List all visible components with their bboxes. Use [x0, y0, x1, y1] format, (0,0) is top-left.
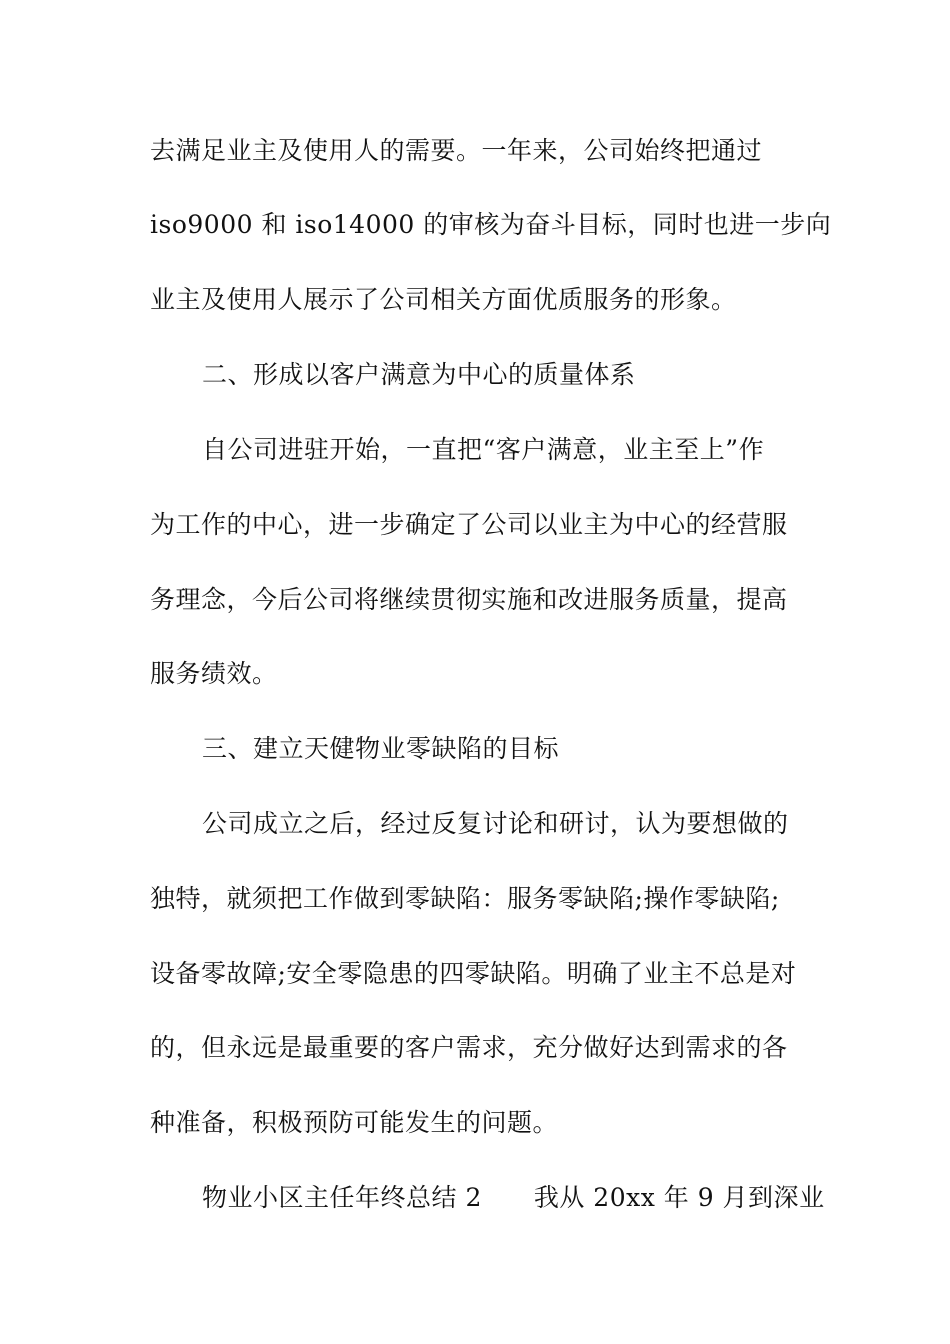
section-title: 物业小区主任年终总结 2	[202, 1183, 482, 1212]
text-line: 为工作的中心，进一步确定了公司以业主为中心的经营服	[150, 510, 788, 539]
section-heading: 三、建立天健物业零缺陷的目标	[202, 734, 560, 763]
text-line: 业主及使用人展示了公司相关方面优质服务的形象。	[150, 285, 737, 314]
text-line: 自公司进驻开始，一直把“客户满意，业主至上”作	[202, 435, 765, 464]
section-heading: 二、形成以客户满意为中心的质量体系	[202, 360, 636, 389]
text-line: 种准备，积极预防可能发生的问题。	[150, 1108, 559, 1137]
text-line: 服务绩效。	[150, 659, 278, 688]
text-line: 去满足业主及使用人的需要。一年来，公司始终把通过	[150, 136, 763, 165]
text-line: 设备零故障;安全零隐患的四零缺陷。明确了业主不总是对	[150, 959, 797, 988]
text-line: 的，但永远是最重要的客户需求，充分做好达到需求的各	[150, 1033, 788, 1062]
text-line: 我从 20xx 年 9 月到深业	[533, 1183, 825, 1212]
text-line: iso9000 和 iso14000 的审核为奋斗目标，同时也进一步向	[150, 210, 832, 239]
text-line: 独特，就须把工作做到零缺陷：服务零缺陷;操作零缺陷;	[150, 884, 780, 913]
text-line: 务理念，今后公司将继续贯彻实施和改进服务质量，提高	[150, 585, 788, 614]
text-line	[202, 1181, 825, 1215]
text-line: 公司成立之后，经过反复讨论和研讨，认为要想做的	[202, 809, 789, 838]
